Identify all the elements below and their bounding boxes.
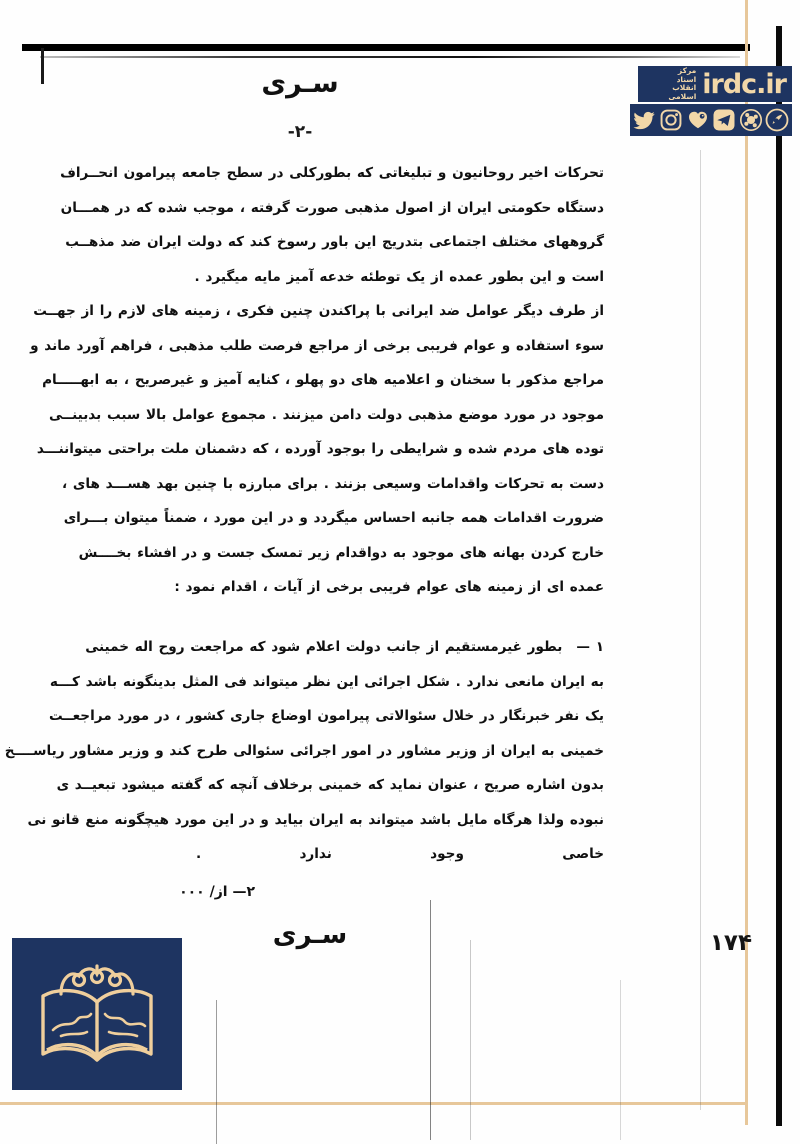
- text-line: دستگاه حکومتی ایران از اصول مذهبی صورت گرفته ، موجب شده که در همـــان: [60, 199, 604, 216]
- text-line: بدون اشاره صریح ، عنوان نماید که خمینی برخلاف آنچه که گفته میشود تبعیــد ی: [56, 777, 604, 793]
- scan-streak: [620, 980, 621, 1140]
- eitaa-icon[interactable]: [765, 108, 789, 132]
- scan-top-hairline: [40, 56, 740, 58]
- watermark-url-text: irdc.ir: [702, 68, 786, 100]
- text-line: تحرکات اخیر روحانیون و تبلیغاتی که بطورکلی در سطح جامعه پیرامون انحــراف: [60, 165, 604, 181]
- classification-marking-bottom: سـری: [272, 920, 348, 950]
- page-marker: -۲-: [287, 122, 313, 142]
- scan-top-edge-bar: [22, 44, 750, 51]
- text-line: نبوده ولذا هرگاه مایل باشد میتواند به ایران بیاید و در این مورد هیچگونه منع قانو نی: [27, 811, 604, 828]
- instagram-icon[interactable]: [659, 108, 683, 132]
- aparat-icon[interactable]: [739, 108, 763, 132]
- text-line: موجود در مورد موضع مذهبی دولت دامن میزنند . مجموع عوامل بالا سبب بدبینــی: [49, 406, 604, 423]
- bale-icon[interactable]: [686, 108, 710, 132]
- org-line: اسناد: [676, 74, 697, 84]
- watermark-url-bar: [638, 66, 792, 102]
- social-icon-bar: [630, 104, 792, 136]
- open-book-crown-emblem: [27, 950, 167, 1078]
- text-line: از طرف دیگر عوامل ضد ایرانی با پراکندن چنین فکری ، زمینه های لازم را از جهــت: [33, 303, 604, 319]
- text-line: خارج کردن بهانه های موجود به دواقدام زیر تمسک جست و در افشاء بخــــش: [78, 544, 604, 561]
- text-line: گروههای مختلف اجتماعی بتدریج این باور رسوخ کند که دولت ایران ضد مذهــب: [65, 234, 604, 250]
- text-line: یک نفر خبرنگار در خلال سئوالاتی پیرامون اوضاع جاری کشور ، در مورد مراجعــت: [48, 708, 604, 724]
- text-line: سوء استفاده و عوام فریبی برخی از مراجع فرصت طلب مذهبی ، فراهم آورد ماند و: [30, 337, 604, 354]
- org-line: مرکز: [677, 66, 697, 75]
- text-line: به ایران مانعی ندارد . شکل اجرائی این نظر میتواند فی المثل بدینگونه باشد کـــه: [49, 673, 604, 690]
- org-line: اسلامی: [668, 91, 697, 101]
- twitter-icon[interactable]: [633, 108, 657, 132]
- page-border-bottom-line: [0, 1102, 748, 1105]
- classification-marking-top: سـری: [261, 68, 339, 99]
- paragraph-1: [60, 156, 604, 294]
- text-line: مراجع مذکور با سخنان و اعلامیه های دو پهلو ، کنایه آمیز و غیرصریح ، به ابهـــــام: [42, 372, 604, 388]
- text-line: است و این بطور عمده از یک توطئه خدعه آمیز مایه میگیرد .: [194, 268, 604, 285]
- scan-streak: [700, 150, 701, 1110]
- text-line: ضرورت اقدامات همه جانبه احساس میگردد و در این مورد ، ضمناً میتوان بـــرای: [63, 510, 604, 526]
- numbered-item-1: [4, 630, 604, 872]
- irdc-watermark: [628, 66, 792, 136]
- text-line: عمده ای از زمینه های عوام فریبی برخی از آیات ، اقدام نمود :: [174, 579, 604, 595]
- item-text: بطور غیرمستقیم از جانب دولت اعلام شود که مراجعت روح اله خمینی: [85, 639, 563, 655]
- org-line: انقلاب: [672, 83, 697, 92]
- scan-streak: [470, 940, 471, 1140]
- scan-streak: [216, 1000, 217, 1144]
- paragraph-2: [30, 294, 604, 605]
- watermark-org-name: [668, 67, 696, 101]
- scan-right-gutter-bar: [776, 26, 782, 1126]
- footer-reference: ۲— از/ ۰۰۰: [179, 884, 255, 900]
- page-border-right-line: [745, 0, 748, 1125]
- telegram-icon[interactable]: [712, 108, 736, 132]
- text-line: خمینی به ایران از وزیر مشاور در امور اجرائی سئوالی طرح کند و وزیر مشاور ریاســــخ: [4, 742, 604, 759]
- irdc-logo-stamp: [12, 938, 182, 1090]
- item-number: ۱ —: [576, 639, 604, 655]
- text-line: [85, 630, 604, 665]
- archive-page-number: ۱۷۴: [709, 930, 752, 956]
- text-line: دست به تحرکات واقدامات وسیعی بزنند . برای مبارزه با چنین بهد هســـد های ،: [62, 475, 604, 492]
- text-line: خاصی وجود ندارد .: [196, 846, 604, 862]
- text-line: توده های مردم شده و شرایطی را بوجود آورده ، که دشمنان ملت براحتی میتواننـــد: [36, 441, 604, 457]
